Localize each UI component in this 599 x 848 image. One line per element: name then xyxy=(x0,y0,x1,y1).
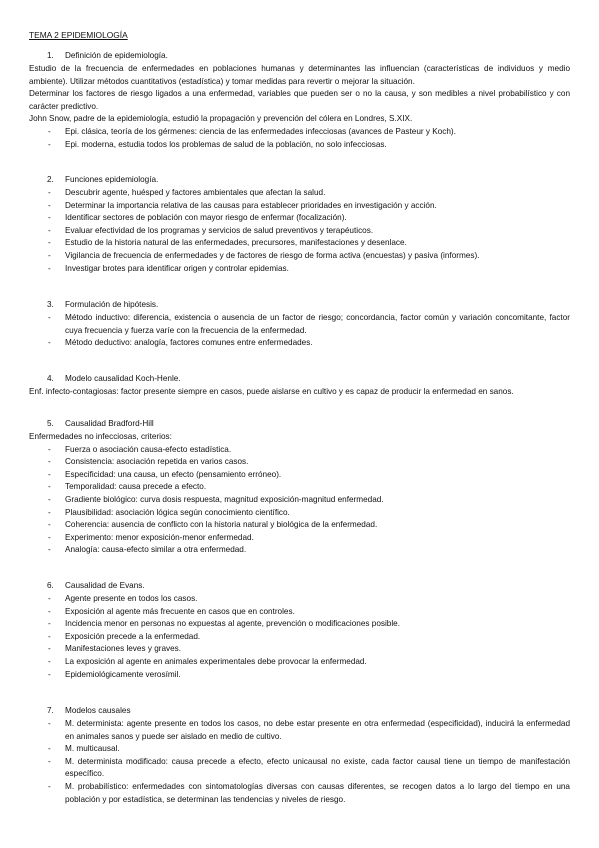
section-title: Causalidad Bradford-Hill xyxy=(65,419,154,428)
section-title: Causalidad de Evans. xyxy=(65,581,145,590)
section-title: Funciones epidemiología. xyxy=(65,175,159,184)
section-heading xyxy=(0,50,599,63)
list-item: - M. multicausal. xyxy=(48,744,120,754)
list-item: - Epi. moderna, estudia todos los problemas de salud de la población, no solo infecciosas. xyxy=(48,139,387,149)
section-title: Modelos causales xyxy=(65,706,131,715)
section-modelos-causales xyxy=(0,705,599,806)
list-item: - Gradiente biológico: curva dosis respuesta, magnitud exposición-magnitud enfermedad. xyxy=(48,494,384,504)
section-funciones xyxy=(0,174,599,275)
section-definicion xyxy=(0,50,599,151)
list-item: - Incidencia menor en personas no expuestas al agente, prevención o modificaciones posible. xyxy=(48,619,400,629)
section-heading xyxy=(0,174,599,187)
list-item: - Estudio de la historia natural de las enfermedades, precursores, manifestaciones y desenlace. xyxy=(48,238,407,248)
paragraph: Estudio de la frecuencia de enfermedades en poblaciones humanas y determinantes las influencian (características de individuos y medio ambiente). Utilizar métodos cuantitativos (estadística) y tomar medidas para revertir o mejorar la situación. xyxy=(29,64,570,86)
list-item: - Epidemiológicamente verosímil. xyxy=(48,669,181,679)
section-number: 6. xyxy=(47,581,54,590)
section-title: Formulación de hipótesis. xyxy=(65,300,159,309)
section-heading xyxy=(0,418,599,431)
paragraph: Enfermedades no infecciosas, criterios: xyxy=(29,432,172,441)
section-number: 2. xyxy=(47,175,54,184)
section-evans xyxy=(0,580,599,681)
list-item: - Descubrir agente, huésped y factores ambientales que afectan la salud. xyxy=(48,188,326,197)
list-item: - Consistencia: asociación repetida en varios casos. xyxy=(48,457,249,467)
section-number: 1. xyxy=(47,51,54,60)
list-item: - M. determinista: agente presente en todos los casos, no debe estar presente en otra enfermedad (especificidad), inducirá la enfermedad en animales sanos y puede ser aislado en medio de cultivo. xyxy=(48,719,570,741)
list-item: - Temporalidad: causa precede a efecto. xyxy=(48,482,207,492)
list-item: - Método deductivo: analogía, factores comunes entre enfermedades. xyxy=(48,338,313,348)
list-item: - Manifestaciones leves y graves. xyxy=(48,644,182,654)
list-item: - Identificar sectores de población con mayor riesgo de enfermar (focalización). xyxy=(48,213,347,223)
list-item: - Investigar brotes para identificar origen y controlar epidemias. xyxy=(48,263,289,273)
section-number: 7. xyxy=(47,706,54,715)
list-item: - Agente presente en todos los casos. xyxy=(48,594,198,603)
section-number: 4. xyxy=(47,374,54,383)
list-item: - Determinar la importancia relativa de las causas para establecer prioridades en investigación y acción. xyxy=(48,200,437,210)
list-item: - Especificidad: una causa, un efecto (pensamiento erróneo). xyxy=(48,469,282,479)
section-bradford-hill xyxy=(0,418,599,557)
paragraph: Determinar los factores de riesgo ligados a una enfermedad, variables que pueden ser o no la causa, y son medibles a nivel probabilístico y con carácter predictivo. xyxy=(29,89,570,111)
list-item: - Método inductivo: diferencia, existencia o ausencia de un factor de riesgo; concordancia, factor común y variación concomitante, factor cuya frecuencia y fuerza varíe con la frecuencia de la enfermedad. xyxy=(48,313,570,335)
list-item: - M. probabilístico: enfermedades con sintomatologías diversas con causas diferentes, se recogen datos a lo largo del tiempo en una población y por estadística, se determinan las tendencias y niveles de riesgo. xyxy=(48,781,570,804)
section-title: Definición de epidemiología. xyxy=(65,51,168,60)
paragraph: John Snow, padre de la epidemiología, estudió la propagación y prevención del cólera en Londres, S.XIX. xyxy=(29,114,413,124)
paragraph: Enf. infecto-contagiosas: factor presente siempre en casos, puede aislarse en cultivo y es capaz de producir la enfermedad en sanos. xyxy=(29,387,514,396)
list-item: - Exposición al agente más frecuente en casos que en controles. xyxy=(48,606,295,616)
list-item: - Epi. clásica, teoría de los gérmenes: ciencia de las enfermedades infecciosas (avances de Pasteur y Koch). xyxy=(48,126,456,136)
section-heading xyxy=(0,299,599,312)
section-heading xyxy=(0,373,599,386)
list-item: - Coherencia: ausencia de conflicto con la historia natural y biológica de la enfermedad. xyxy=(48,520,378,530)
section-number: 5. xyxy=(47,419,54,428)
list-item: - Exposición precede a la enfermedad. xyxy=(48,631,201,641)
section-koch-henle xyxy=(0,373,599,399)
list-item: - M. determinista modificado: causa precede a efecto, efecto unicausal no existe, cada factor causal tiene un tiempo de manifestación específico. xyxy=(48,756,570,779)
section-heading xyxy=(0,580,599,593)
list-item: - Evaluar efectividad de los programas y servicios de salud preventivos y terapéuticos. xyxy=(48,225,374,235)
section-title: Modelo causalidad Koch-Henle. xyxy=(65,374,181,383)
document-title: TEMA 2 EPIDEMIOLOGÍA xyxy=(29,30,128,40)
list-item: - Vigilancia de frecuencia de enfermedades y de factores de riesgo de forma activa (encuestas) y pasiva (informes). xyxy=(48,250,480,260)
list-item: - La exposición al agente en animales experimentales debe provocar la enfermedad. xyxy=(48,656,367,666)
section-hipotesis xyxy=(0,299,599,350)
list-item: - Fuerza o asociación causa-efecto estadística. xyxy=(48,444,232,454)
list-item: - Analogía: causa-efecto similar a otra enfermedad. xyxy=(48,545,247,555)
section-heading xyxy=(0,705,599,718)
section-number: 3. xyxy=(47,300,54,309)
list-item: - Experimento: menor exposición-menor enfermedad. xyxy=(48,532,254,542)
list-item: - Plausibilidad: asociación lógica según conocimiento científico. xyxy=(48,507,290,517)
